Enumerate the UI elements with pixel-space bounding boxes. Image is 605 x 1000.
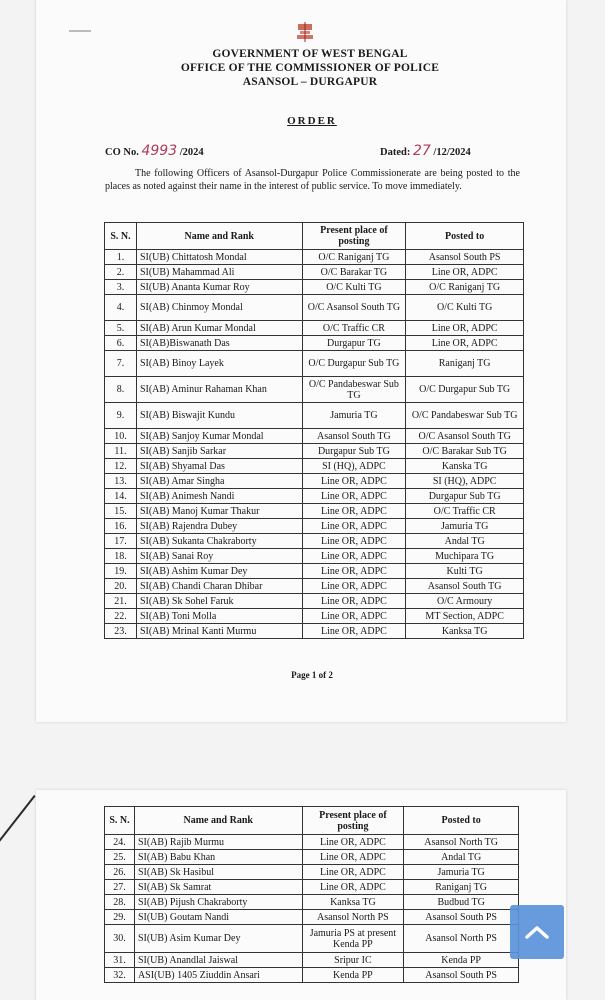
cell-present-posting: Line OR, ADPC — [302, 865, 404, 880]
cell-present-posting: Line OR, ADPC — [302, 504, 406, 519]
cell-posted-to: O/C Armoury — [406, 594, 524, 609]
cell-serial-no: 24. — [105, 835, 135, 850]
table-row — [105, 534, 524, 549]
cell-posted-to: Asansol South PS — [406, 250, 524, 265]
cell-present-posting: Line OR, ADPC — [302, 850, 404, 865]
order-date — [380, 143, 471, 159]
table-row — [105, 835, 519, 850]
cell-present-posting: Line OR, ADPC — [302, 564, 406, 579]
cell-posted-to: Jamuria TG — [406, 519, 524, 534]
cell-present-posting: Line OR, ADPC — [302, 624, 406, 639]
cell-serial-no: 26. — [105, 865, 135, 880]
table-row — [105, 250, 524, 265]
cell-serial-no: 17. — [105, 534, 137, 549]
cell-name-rank: SI(AB)Biswanath Das — [136, 336, 302, 351]
cell-serial-no: 13. — [105, 474, 137, 489]
cell-present-posting: O/C Barakar TG — [302, 265, 406, 280]
cell-name-rank: SI(AB) Chandi Charan Dhibar — [136, 579, 302, 594]
page-footer: Page 1 of 2 — [291, 670, 333, 680]
cell-serial-no: 19. — [105, 564, 137, 579]
order-date-day-handwritten: 27 — [412, 143, 431, 159]
cell-posted-to: O/C Durgapur Sub TG — [406, 377, 524, 403]
cell-present-posting: Line OR, ADPC — [302, 489, 406, 504]
table-row — [105, 895, 519, 910]
cell-serial-no: 27. — [105, 880, 135, 895]
scan-mark — [69, 30, 91, 32]
cell-posted-to: Asansol South TG — [406, 579, 524, 594]
cell-serial-no: 20. — [105, 579, 137, 594]
cell-present-posting: Line OR, ADPC — [302, 835, 404, 850]
col-header-name: Name and Rank — [134, 807, 302, 835]
cell-present-posting: Asansol South TG — [302, 429, 406, 444]
cell-serial-no: 30. — [105, 925, 135, 953]
table-row — [105, 265, 524, 280]
table-row — [105, 280, 524, 295]
cell-present-posting: O/C Pandabeswar Sub TG — [302, 377, 406, 403]
cell-serial-no: 9. — [105, 403, 137, 429]
cell-name-rank: SI(AB) Pijush Chakraborty — [134, 895, 302, 910]
cell-posted-to: Muchipara TG — [406, 549, 524, 564]
cell-serial-no: 14. — [105, 489, 137, 504]
cell-posted-to: O/C Traffic CR — [406, 504, 524, 519]
cell-posted-to: Kenda PP — [404, 953, 519, 968]
cell-posted-to: Durgapur Sub TG — [406, 489, 524, 504]
cell-name-rank: SI(AB) Sukanta Chakraborty — [136, 534, 302, 549]
cell-name-rank: ASI(UB) 1405 Ziuddin Ansari — [134, 968, 302, 983]
cell-serial-no: 6. — [105, 336, 137, 351]
cell-name-rank: SI(UB) Anandlal Jaiswal — [134, 953, 302, 968]
cell-present-posting: O/C Asansol South TG — [302, 295, 406, 321]
cell-name-rank: SI(AB) Toni Molla — [136, 609, 302, 624]
cell-serial-no: 23. — [105, 624, 137, 639]
state-emblem-icon — [294, 22, 316, 42]
page-fold-mark — [0, 795, 36, 867]
cell-name-rank: SI(AB) Biswajit Kundu — [136, 403, 302, 429]
scroll-to-top-button[interactable] — [510, 905, 564, 959]
cell-present-posting: Line OR, ADPC — [302, 594, 406, 609]
table-row — [105, 295, 524, 321]
table-row — [105, 504, 524, 519]
cell-name-rank: SI(AB) Sanjib Sarkar — [136, 444, 302, 459]
table-row — [105, 444, 524, 459]
table-row — [105, 968, 519, 983]
table-row — [105, 489, 524, 504]
cell-serial-no: 12. — [105, 459, 137, 474]
col-header-present: Present place of posting — [302, 223, 406, 250]
cell-serial-no: 32. — [105, 968, 135, 983]
cell-posted-to: Andal TG — [404, 850, 519, 865]
table-row — [105, 865, 519, 880]
cell-name-rank: SI(AB) Sk Samrat — [134, 880, 302, 895]
cell-posted-to: Jamuria TG — [404, 865, 519, 880]
cell-serial-no: 28. — [105, 895, 135, 910]
cell-posted-to: Asansol South PS — [404, 910, 519, 925]
cell-name-rank: SI(AB) Binoy Layek — [136, 351, 302, 377]
table-row — [105, 377, 524, 403]
cell-name-rank: SI(AB) Arun Kumar Mondal — [136, 321, 302, 336]
intro-paragraph: The following Officers of Asansol-Durgapur Police Commissionerate are being posted to the places as noted against their name in the interest of public service. To move immediately. — [105, 168, 520, 192]
cell-serial-no: 3. — [105, 280, 137, 295]
cell-posted-to: O/C Kulti TG — [406, 295, 524, 321]
cell-serial-no: 21. — [105, 594, 137, 609]
cell-present-posting: O/C Kulti TG — [302, 280, 406, 295]
table-row — [105, 953, 519, 968]
cell-posted-to: Kulti TG — [406, 564, 524, 579]
cell-present-posting: O/C Durgapur Sub TG — [302, 351, 406, 377]
cell-serial-no: 4. — [105, 295, 137, 321]
cell-present-posting: O/C Traffic CR — [302, 321, 406, 336]
order-title: ORDER — [287, 115, 337, 127]
cell-present-posting: Line OR, ADPC — [302, 579, 406, 594]
cell-serial-no: 31. — [105, 953, 135, 968]
cell-name-rank: SI(AB) Babu Khan — [134, 850, 302, 865]
header-line-2: OFFICE OF THE COMMISSIONER OF POLICE — [180, 62, 440, 74]
cell-name-rank: SI(AB) Sk Hasibul — [134, 865, 302, 880]
cell-name-rank: SI(AB) Amar Singha — [136, 474, 302, 489]
table-row — [105, 579, 524, 594]
cell-name-rank: SI(AB) Mrinal Kanti Murmu — [136, 624, 302, 639]
cell-present-posting: Kenda PP — [302, 968, 404, 983]
co-number-label: CO No. — [105, 147, 139, 158]
cell-serial-no: 7. — [105, 351, 137, 377]
cell-name-rank: SI(AB) Chinmoy Mondal — [136, 295, 302, 321]
cell-name-rank: SI(AB) Sanjoy Kumar Mondal — [136, 429, 302, 444]
cell-serial-no: 2. — [105, 265, 137, 280]
cell-name-rank: SI(AB) Sk Sohel Faruk — [136, 594, 302, 609]
cell-posted-to: Asansol North TG — [404, 835, 519, 850]
posting-table-body-1 — [105, 250, 524, 639]
cell-present-posting: Asansol North PS — [302, 910, 404, 925]
table-row — [105, 351, 524, 377]
cell-posted-to: Line OR, ADPC — [406, 321, 524, 336]
table-row — [105, 336, 524, 351]
col-header-sn: S. N. — [105, 223, 137, 250]
cell-posted-to: Line OR, ADPC — [406, 336, 524, 351]
cell-serial-no: 5. — [105, 321, 137, 336]
table-row — [105, 925, 519, 953]
col-header-name: Name and Rank — [136, 223, 302, 250]
table-row — [105, 549, 524, 564]
cell-name-rank: SI(UB) Goutam Nandi — [134, 910, 302, 925]
cell-present-posting: Jamuria TG — [302, 403, 406, 429]
cell-present-posting: Jamuria PS at present Kenda PP — [302, 925, 404, 953]
co-number-year: /2024 — [179, 147, 204, 158]
cell-posted-to: O/C Barakar Sub TG — [406, 444, 524, 459]
cell-name-rank: SI(AB) Manoj Kumar Thakur — [136, 504, 302, 519]
table-row — [105, 609, 524, 624]
cell-present-posting: Sripur IC — [302, 953, 404, 968]
cell-name-rank: SI(AB) Rajib Murmu — [134, 835, 302, 850]
cell-serial-no: 10. — [105, 429, 137, 444]
table-row — [105, 321, 524, 336]
cell-name-rank: SI(AB) Rajendra Dubey — [136, 519, 302, 534]
cell-present-posting: Line OR, ADPC — [302, 549, 406, 564]
cell-name-rank: SI(AB) Animesh Nandi — [136, 489, 302, 504]
order-date-month-year: /12/2024 — [433, 147, 471, 158]
order-date-label: Dated: — [380, 147, 411, 158]
cell-serial-no: 16. — [105, 519, 137, 534]
cell-name-rank: SI(UB) Mahammad Ali — [136, 265, 302, 280]
cell-posted-to: Budbud TG — [404, 895, 519, 910]
cell-posted-to: O/C Raniganj TG — [406, 280, 524, 295]
cell-present-posting: SI (HQ), ADPC — [302, 459, 406, 474]
cell-posted-to: O/C Asansol South TG — [406, 429, 524, 444]
col-header-posted: Posted to — [406, 223, 524, 250]
cell-posted-to: Raniganj TG — [406, 351, 524, 377]
posting-table-body-2 — [105, 835, 519, 983]
cell-posted-to: Kanksa TG — [406, 624, 524, 639]
cell-name-rank: SI(UB) Ananta Kumar Roy — [136, 280, 302, 295]
cell-present-posting: Line OR, ADPC — [302, 609, 406, 624]
table-row — [105, 474, 524, 489]
table-row — [105, 519, 524, 534]
cell-serial-no: 11. — [105, 444, 137, 459]
cell-posted-to: SI (HQ), ADPC — [406, 474, 524, 489]
table-row — [105, 880, 519, 895]
table-row — [105, 459, 524, 474]
col-header-posted: Posted to — [404, 807, 519, 835]
cell-serial-no: 29. — [105, 910, 135, 925]
cell-serial-no: 15. — [105, 504, 137, 519]
posting-table-page-1 — [104, 222, 524, 639]
cell-present-posting: Durgapur Sub TG — [302, 444, 406, 459]
cell-serial-no: 25. — [105, 850, 135, 865]
cell-posted-to: Raniganj TG — [404, 880, 519, 895]
cell-posted-to: Kanska TG — [406, 459, 524, 474]
cell-serial-no: 8. — [105, 377, 137, 403]
cell-serial-no: 18. — [105, 549, 137, 564]
cell-present-posting: Line OR, ADPC — [302, 880, 404, 895]
cell-posted-to: Line OR, ADPC — [406, 265, 524, 280]
cell-name-rank: SI(AB) Sanai Roy — [136, 549, 302, 564]
cell-present-posting: Line OR, ADPC — [302, 534, 406, 549]
co-number — [105, 143, 204, 159]
header-line-3: ASANSOL – DURGAPUR — [242, 76, 378, 88]
co-number-handwritten: 4993 — [141, 143, 178, 159]
table-row — [105, 850, 519, 865]
cell-present-posting: Line OR, ADPC — [302, 474, 406, 489]
cell-posted-to: Asansol South PS — [404, 968, 519, 983]
posting-table-page-2 — [104, 806, 519, 983]
cell-present-posting: Kanksa TG — [302, 895, 404, 910]
cell-posted-to: Asansol North PS — [404, 925, 519, 953]
cell-present-posting: Durgapur TG — [302, 336, 406, 351]
cell-name-rank: SI(AB) Shyamal Das — [136, 459, 302, 474]
cell-present-posting: O/C Raniganj TG — [302, 250, 406, 265]
cell-serial-no: 1. — [105, 250, 137, 265]
cell-name-rank: SI(AB) Ashim Kumar Dey — [136, 564, 302, 579]
cell-posted-to: O/C Pandabeswar Sub TG — [406, 403, 524, 429]
cell-name-rank: SI(AB) Aminur Rahaman Khan — [136, 377, 302, 403]
table-row — [105, 624, 524, 639]
cell-present-posting: Line OR, ADPC — [302, 519, 406, 534]
table-row — [105, 403, 524, 429]
cell-serial-no: 22. — [105, 609, 137, 624]
header-line-1: GOVERNMENT OF WEST BENGAL — [212, 48, 408, 60]
chevron-up-icon — [524, 924, 550, 940]
cell-posted-to: MT Section, ADPC — [406, 609, 524, 624]
col-header-present: Present place of posting — [302, 807, 404, 835]
table-row — [105, 910, 519, 925]
cell-posted-to: Andal TG — [406, 534, 524, 549]
table-row — [105, 564, 524, 579]
cell-name-rank: SI(UB) Asim Kumar Dey — [134, 925, 302, 953]
table-row — [105, 594, 524, 609]
col-header-sn: S. N. — [105, 807, 135, 835]
table-row — [105, 429, 524, 444]
cell-name-rank: SI(UB) Chittatosh Mondal — [136, 250, 302, 265]
